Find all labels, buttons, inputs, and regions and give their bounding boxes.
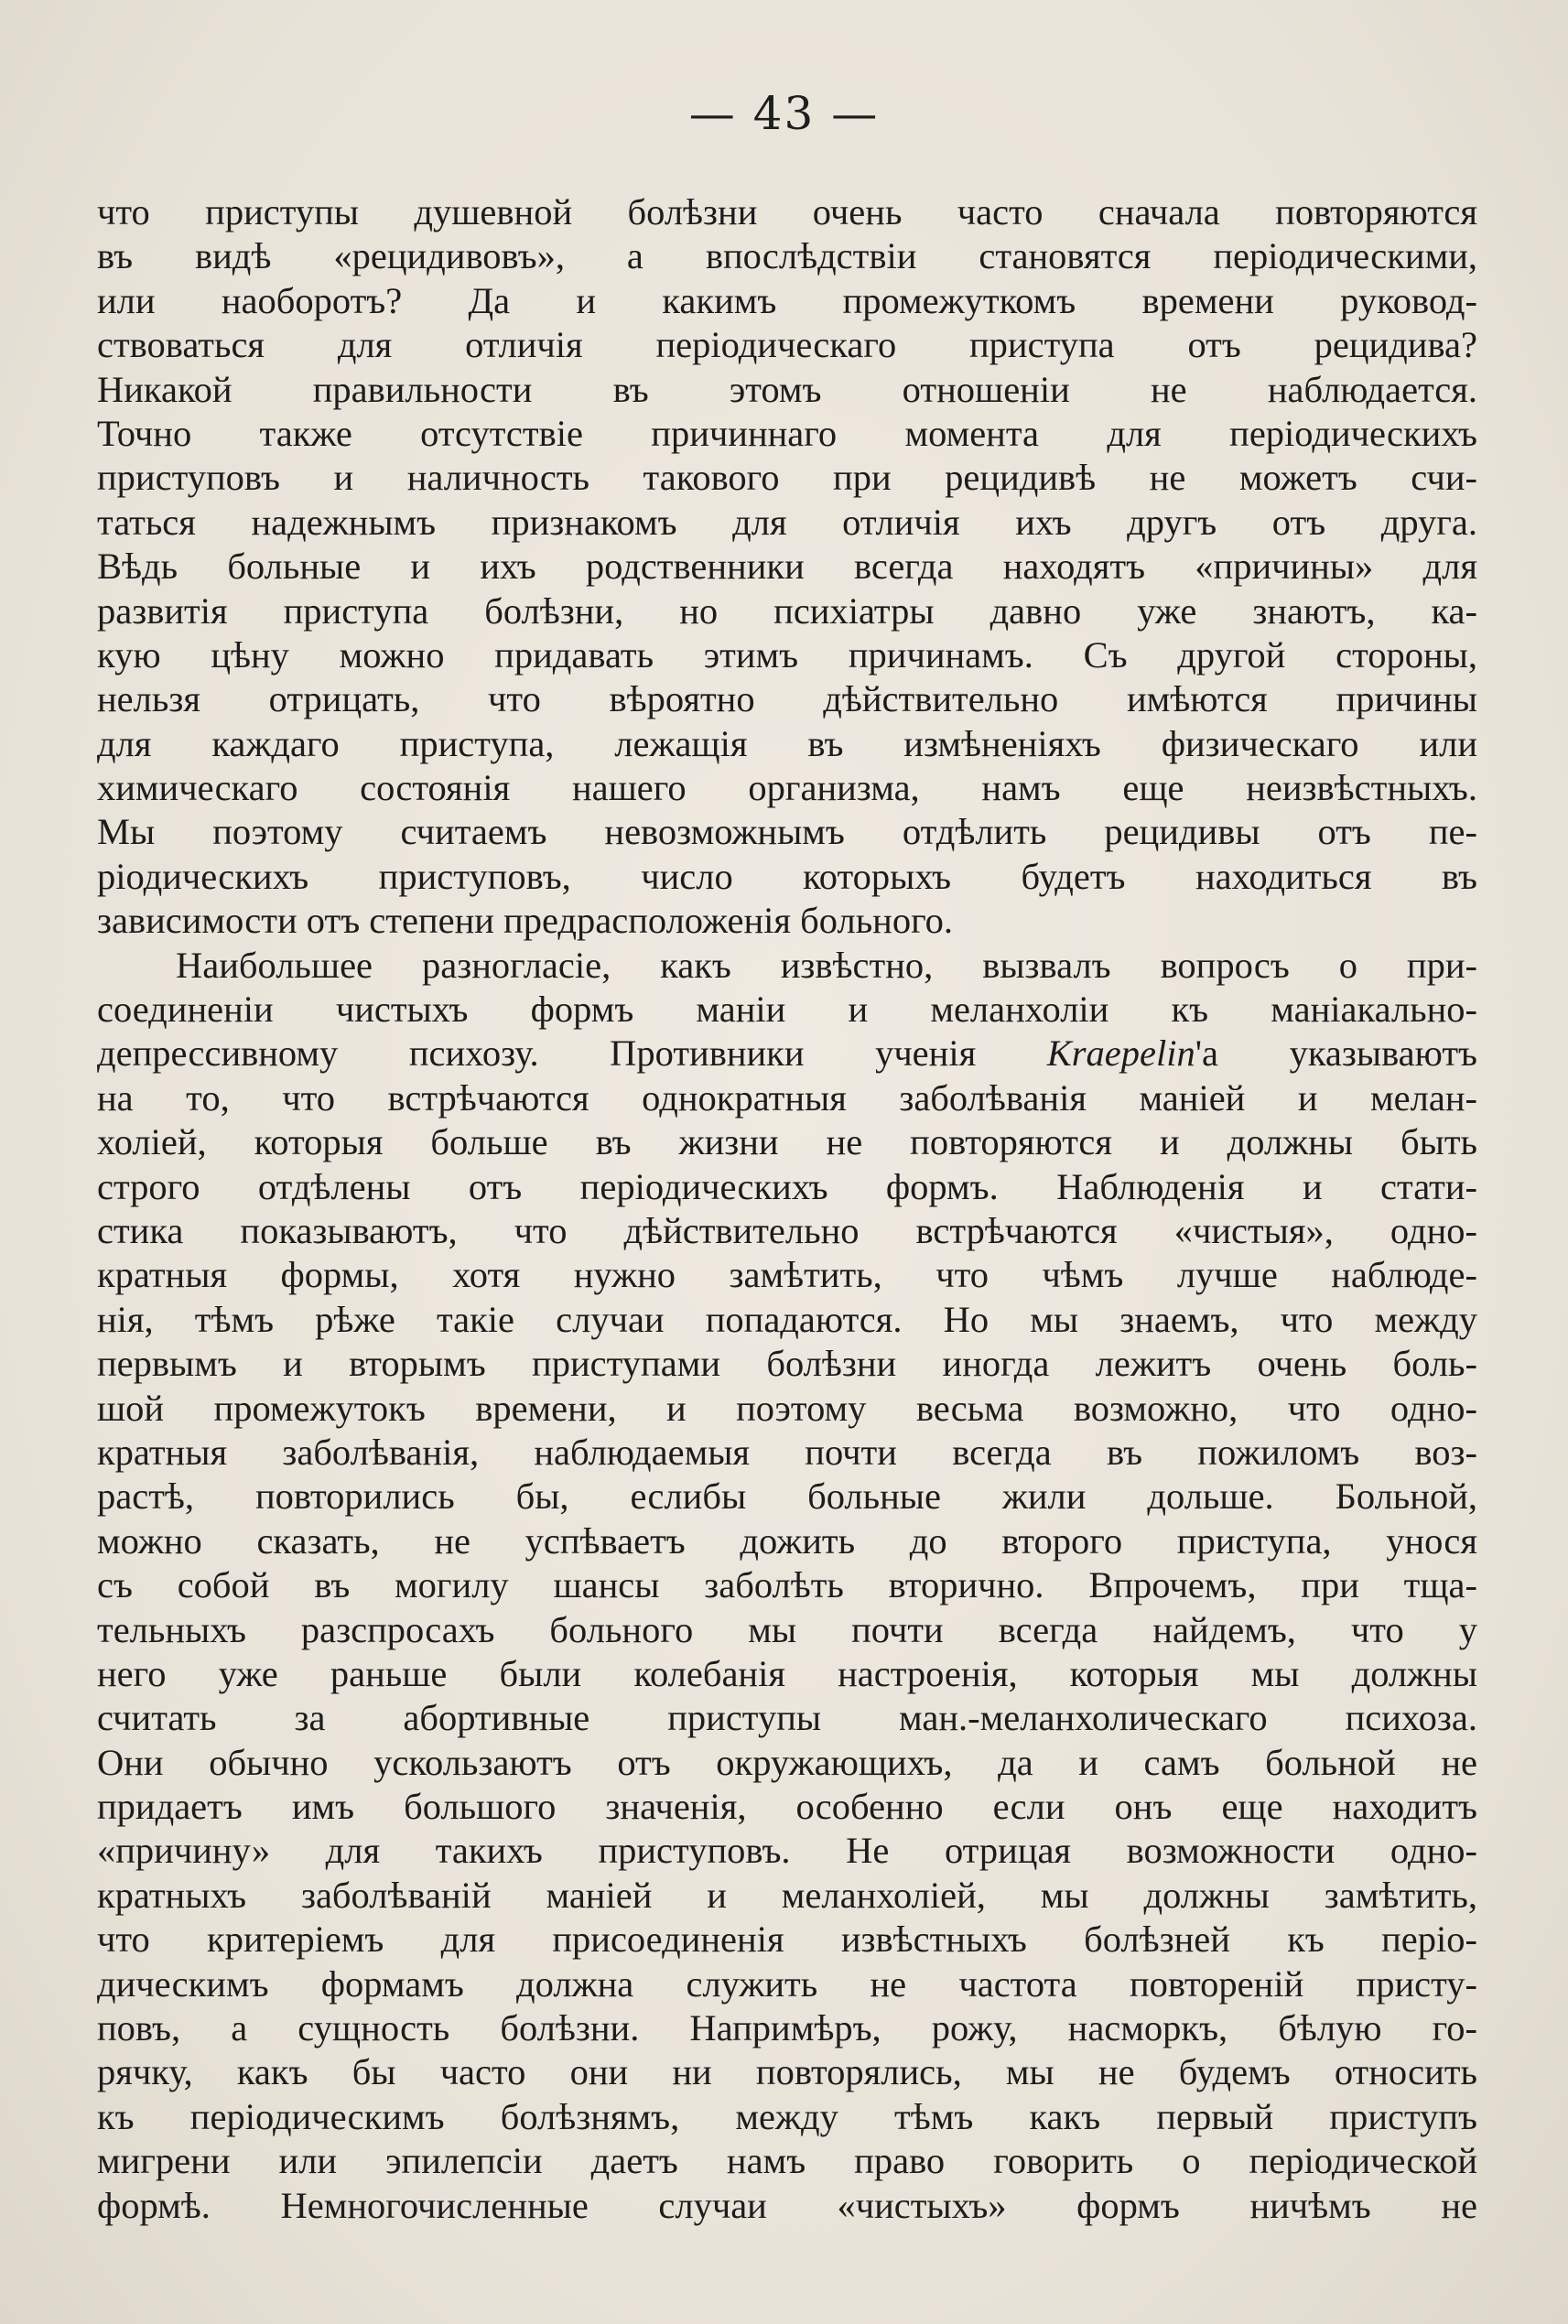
text-line: ствоваться для отличія періодическаго приступа отъ рецидива? bbox=[97, 324, 1477, 366]
text-line: въ видѣ «рецидивовъ», а впослѣдствіи становятся періодическими, bbox=[97, 235, 1477, 277]
text-line: таться надежнымъ признакомъ для отличія ихъ другъ отъ друга. bbox=[97, 501, 1477, 543]
text-line: или наоборотъ? Да и какимъ промежуткомъ времени руковод- bbox=[97, 279, 1477, 321]
text-line: шой промежутокъ времени, и поэтому весьма возможно, что одно- bbox=[97, 1387, 1477, 1429]
paragraph-1 bbox=[97, 190, 1477, 944]
text-line: приступовъ и наличность такового при рецидивѣ не можетъ счи- bbox=[97, 457, 1477, 499]
text-line: кратныя формы, хотя нужно замѣтить, что чѣмъ лучше наблюде- bbox=[97, 1254, 1477, 1296]
text-line: тельныхъ разспросахъ больного мы почти всегда найдемъ, что у bbox=[97, 1608, 1477, 1650]
text-line: дическимъ формамъ должна служить не частота повтореній присту- bbox=[97, 1962, 1477, 2005]
text-line: для каждаго приступа, лежащія въ измѣненіяхъ физическаго или bbox=[97, 722, 1477, 764]
text-line: строго отдѣлены отъ періодическихъ формъ. Наблюденія и стати- bbox=[97, 1165, 1477, 1207]
text-line: химическаго состоянія нашего организма, намъ еще неизвѣстныхъ. bbox=[97, 767, 1477, 809]
text-line: Вѣдь больные и ихъ родственники всегда находятъ «причины» для bbox=[97, 546, 1477, 588]
text-line: нельзя отрицать, что вѣроятно дѣйствительно имѣются причины bbox=[97, 678, 1477, 720]
text-line: соединеніи чистыхъ формъ маніи и меланхоліи къ маніакально- bbox=[97, 989, 1477, 1031]
text-line: Никакой правильности въ этомъ отношеніи не наблюдается. bbox=[97, 368, 1477, 410]
text-line: развитія приступа болѣзни, но психіатры давно уже знаютъ, ка- bbox=[97, 589, 1477, 632]
text-line: Мы поэтому считаемъ невозможнымъ отдѣлить рецидивы отъ пе- bbox=[97, 811, 1477, 853]
text-line: на то, что встрѣчаются однократныя заболѣванія маніей и мелан- bbox=[97, 1076, 1477, 1119]
text-line: можно сказать, не успѣваетъ дожить до второго приступа, унося bbox=[97, 1519, 1477, 1562]
text-line: Наибольшее разногласіе, какъ извѣстно, вызвалъ вопросъ о при- bbox=[176, 944, 1477, 986]
text-line: кратныхъ заболѣваній маніей и меланхоліей, мы должны замѣтить, bbox=[97, 1874, 1477, 1916]
text-line: что приступы душевной болѣзни очень часто сначала повторяются bbox=[97, 191, 1477, 232]
text-line: съ собой въ могилу шансы заболѣть вторично. Впрочемъ, при тща- bbox=[97, 1564, 1477, 1606]
text-line: повъ, а сущность болѣзни. Напримѣръ, рожу, насморкъ, бѣлую го- bbox=[97, 2007, 1477, 2049]
text-line: него уже раньше были колебанія настроенія, которыя мы должны bbox=[97, 1652, 1477, 1694]
page-number: — 43 — bbox=[688, 87, 880, 140]
text-line: рячку, какъ бы часто они ни повторялись, мы не будемъ относить bbox=[97, 2051, 1477, 2093]
text-line: что критеріемъ для присоединенія извѣстныхъ болѣзней къ періо- bbox=[97, 1919, 1477, 1961]
text-line: нія, тѣмъ рѣже такіе случаи попадаются. Но мы знаемъ, что между bbox=[97, 1298, 1477, 1340]
text-line: кратныя заболѣванія, наблюдаемыя почти всегда въ пожиломъ воз- bbox=[97, 1431, 1477, 1473]
body-text bbox=[97, 190, 1477, 2228]
text-line: мигрени или эпилепсіи даетъ намъ право говорить о періодической bbox=[97, 2140, 1477, 2182]
text-line: ріодическихъ приступовъ, число которыхъ будетъ находиться въ bbox=[97, 855, 1477, 897]
text-line: къ періодическимъ болѣзнямъ, между тѣмъ какъ первый приступъ bbox=[97, 2095, 1477, 2137]
text-line: Они обычно ускользаютъ отъ окружающихъ, да и самъ больной не bbox=[97, 1741, 1477, 1783]
text-line: холіей, которыя больше въ жизни не повторяются и должны быть bbox=[97, 1121, 1477, 1163]
text-line: «причину» для такихъ приступовъ. Не отрицая возможности одно- bbox=[97, 1830, 1477, 1872]
text-line: кую цѣну можно придавать этимъ причинамъ. Съ другой стороны, bbox=[97, 633, 1477, 676]
text-line: стика показываютъ, что дѣйствительно встрѣчаются «чистыя», одно- bbox=[97, 1209, 1477, 1251]
text-line: придаетъ имъ большого значенія, особенно если онъ еще находитъ bbox=[97, 1786, 1477, 1828]
text-line: первымъ и вторымъ приступами болѣзни иногда лежитъ очень боль- bbox=[97, 1343, 1477, 1385]
text-line: растѣ, повторились бы, еслибы больные жили дольше. Больной, bbox=[97, 1475, 1477, 1518]
text-line: считать за абортивные приступы ман.-меланхолическаго психоза. bbox=[97, 1697, 1477, 1739]
text-line: формѣ. Немногочисленные случаи «чистыхъ» формъ ничѣмъ не bbox=[97, 2184, 1477, 2226]
author-name: Kraepelin bbox=[1046, 1032, 1195, 1075]
text-line: зависимости отъ степени предрасположенія больного. bbox=[97, 900, 954, 942]
paragraph-2 bbox=[97, 944, 1477, 2228]
text-line: депрессивному психозу. Противники ученія Kraepelin'a указываютъ bbox=[97, 1032, 1477, 1075]
text-line: Точно также отсутствіе причиннаго момента для періодическихъ bbox=[97, 412, 1477, 454]
